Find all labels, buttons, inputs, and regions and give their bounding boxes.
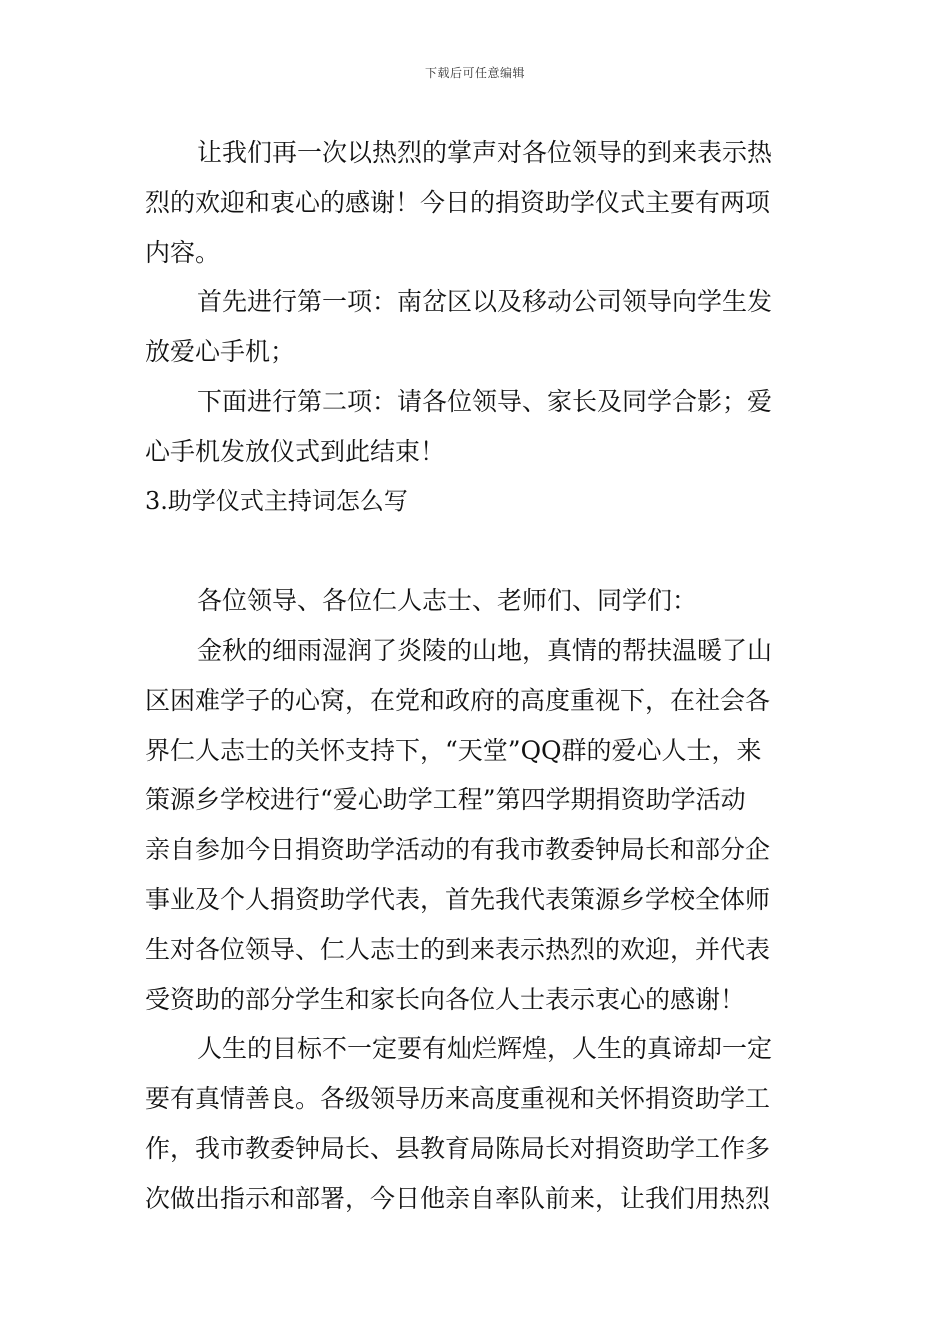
paragraph-line: 受资助的部分学生和家长向各位人士表示衷心的感谢！ — [145, 984, 746, 1014]
paragraph-line: 事业及个人捐资助学代表，首先我代表策源乡学校全体师 — [145, 884, 771, 914]
paragraph-line: 界仁人志士的关怀支持下，“天堂”QQ群的爱心人士，来 — [145, 735, 762, 765]
paragraph-line: 要有真情善良。各级领导历来高度重视和关怀捐资助学工 — [145, 1084, 771, 1114]
salutation-line: 各位领导、各位仁人志士、老师们、同学们： — [197, 586, 698, 616]
paragraph-line: 烈的欢迎和衷心的感谢！今日的捐资助学仪式主要有两项 — [145, 187, 771, 217]
paragraph-line: 放爱心手机； — [145, 337, 296, 367]
paragraph-line: 区困难学子的心窝，在党和政府的高度重视下，在社会各 — [145, 685, 771, 715]
paragraph-line: 作，我市教委钟局长、县教育局陈局长对捐资助学工作多 — [145, 1133, 771, 1163]
section-heading: 3.助学仪式主持词怎么写 — [145, 486, 408, 515]
paragraph-line: 首先进行第一项：南岔区以及移动公司领导向学生发 — [197, 287, 773, 317]
paragraph-line: 亲自参加今日捐资助学活动的有我市教委钟局长和部分企 — [145, 835, 771, 865]
paragraph-line: 策源乡学校进行“爱心助学工程”第四学期捐资助学活动 — [145, 785, 746, 815]
paragraph-line: 让我们再一次以热烈的掌声对各位领导的到来表示热 — [197, 138, 773, 167]
paragraph-line: 内容。 — [145, 237, 221, 267]
paragraph-line: 次做出指示和部署，今日他亲自率队前来，让我们用热烈 — [145, 1183, 771, 1213]
paragraph-line: 人生的目标不一定要有灿烂辉煌，人生的真谛却一定 — [197, 1034, 773, 1064]
blank-line — [145, 526, 810, 576]
document-body — [145, 128, 810, 1224]
paragraph-line: 金秋的细雨湿润了炎陵的山地，真情的帮扶温暖了山 — [197, 635, 773, 665]
paragraph-line: 生对各位领导、仁人志士的到来表示热烈的欢迎，并代表 — [145, 934, 771, 964]
page-header-note: 下载后可任意编辑 — [424, 66, 525, 80]
paragraph-line: 下面进行第二项：请各位领导、家长及同学合影；爱 — [197, 386, 773, 416]
paragraph-line: 心手机发放仪式到此结束！ — [145, 436, 446, 466]
